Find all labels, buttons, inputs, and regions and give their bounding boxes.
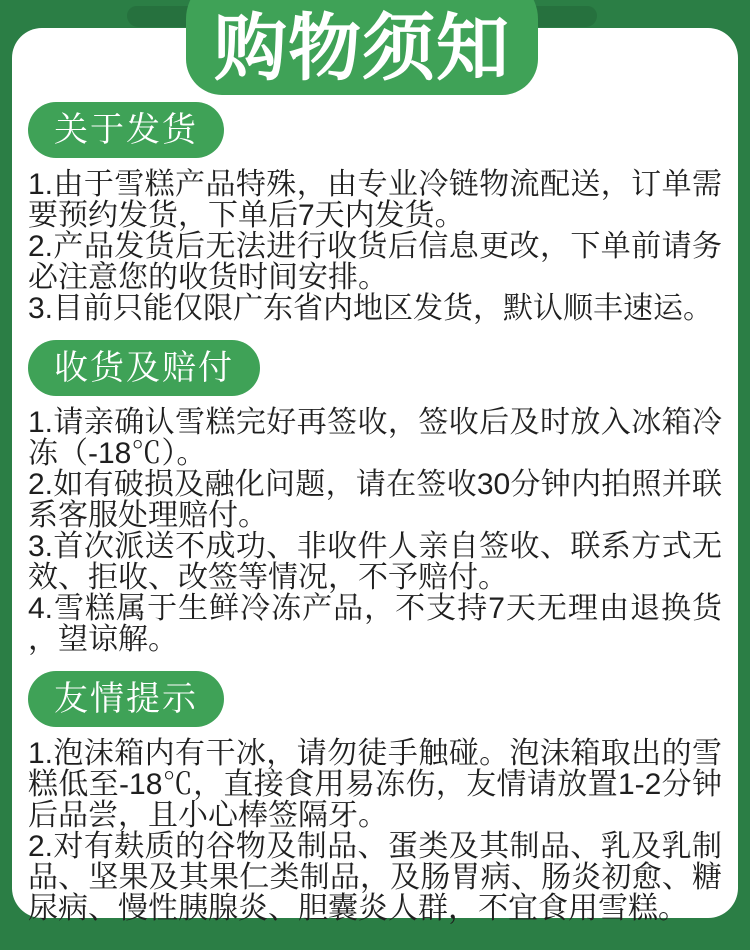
notice-item: 2.对有麸质的谷物及制品、蛋类及其制品、乳及乳制品、坚果及其果仁类制品，及肠胃病、肠炎初愈、糖尿病、慢性胰腺炎、胆囊炎人群，不宜食用雪糕。 xyxy=(28,830,722,925)
title-ribbon xyxy=(186,0,538,95)
notice-item: 3.目前只能仅限广东省内地区发货，默认顺丰速运。 xyxy=(28,292,714,325)
notice-item: 1.泡沫箱内有干冰，请勿徒手触碰。泡沫箱取出的雪糕低至-18℃，直接食用易冻伤，友情请放置1-2分钟后品尝，且小心棒签隔牙。 xyxy=(28,737,722,832)
notice-item: 2.产品发货后无法进行收货后信息更改，下单前请务必注意您的收货时间安排。 xyxy=(28,230,722,294)
ribbon-fold-right xyxy=(533,6,597,27)
section-friendly-reminder-text xyxy=(28,738,722,924)
section-friendly-reminder xyxy=(28,671,722,924)
section-receiving-compensation-text xyxy=(28,407,722,655)
notice-item: 2.如有破损及融化问题，请在签收30分钟内拍照并联系客服处理赔付。 xyxy=(28,468,722,532)
section-shipping-pill: 关于发货 xyxy=(28,102,224,158)
page-title: 购物须知 xyxy=(214,5,510,91)
notice-item: 3.首次派送不成功、非收件人亲自签收、联系方式无效、拒收、改签等情况，不予赔付。 xyxy=(28,530,722,594)
section-receiving-compensation xyxy=(28,340,722,655)
notice-item: 1.由于雪糕产品特殊，由专业冷链物流配送，订单需要预约发货，下单后7天内发货。 xyxy=(28,168,722,232)
section-friendly-reminder-pill: 友情提示 xyxy=(28,671,224,727)
notice-item: 1.请亲确认雪糕完好再签收，签收后及时放入冰箱冷冻（-18℃）。 xyxy=(28,406,722,470)
section-receiving-compensation-pill: 收货及赔付 xyxy=(28,340,260,396)
notice-card xyxy=(12,28,738,925)
section-shipping xyxy=(28,102,722,324)
section-shipping-text xyxy=(28,169,722,324)
ribbon-fold-left xyxy=(127,6,191,27)
notice-item: 4.雪糕属于生鲜冷冻产品，不支持7天无理由退换货，望谅解。 xyxy=(28,592,722,656)
